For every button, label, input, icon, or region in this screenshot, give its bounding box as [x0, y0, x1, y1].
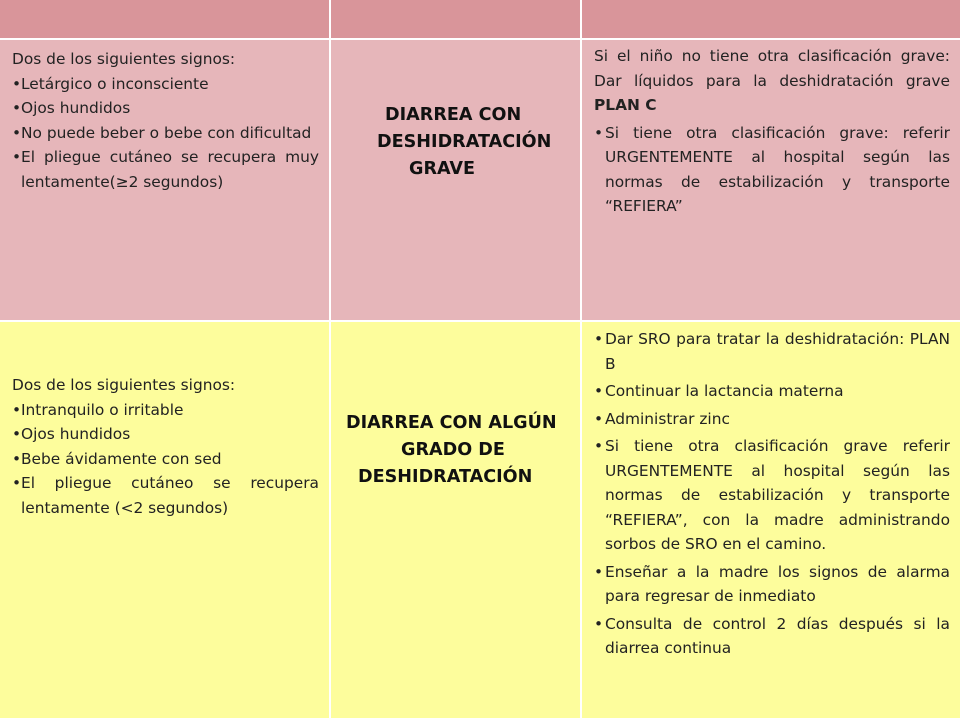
sign-item: • Ojos hundidos	[12, 96, 319, 121]
classification-line: GRAVE	[409, 159, 476, 179]
classification-line: DIARREA CON ALGÚN	[346, 413, 557, 433]
classification-cell-severe	[331, 40, 582, 322]
sign-item: • El pliegue cutáneo se recupera muy lentamente(≥2 segundos)	[12, 145, 319, 194]
classification-line: DIARREA CON	[385, 105, 522, 125]
header-cell-classification	[331, 0, 582, 40]
sign-item: • Letárgico o inconsciente	[12, 72, 319, 97]
sign-item: • Intranquilo o irritable	[12, 398, 319, 423]
header-cell-signs	[0, 0, 331, 40]
classification-cell-moderate	[331, 322, 582, 720]
treatment-item: • Si tiene otra clasificación grave: referir URGENTEMENTE al hospital según las normas de estabilización y transporte “REFIERA”	[594, 121, 950, 219]
treatment-list	[594, 121, 950, 219]
treatment-cell-severe	[582, 40, 960, 322]
signs-cell-severe	[0, 40, 331, 322]
classification-line: GRADO DE	[401, 440, 505, 460]
signs-list	[12, 72, 319, 195]
treatment-intro-text: Si el niño no tiene otra clasificación grave: Dar líquidos para la deshidratación grave	[594, 47, 950, 90]
treatment-item: • Enseñar a la madre los signos de alarma para regresar de inmediato	[594, 560, 950, 609]
sign-item: • El pliegue cutáneo se recupera lentamente (<2 segundos)	[12, 471, 319, 520]
treatment-item: • Si tiene otra clasificación grave referir URGENTEMENTE al hospital según las normas de estabilización y transporte “REFIERA”, con la madre administrando sorbos de SRO en el camino.	[594, 434, 950, 557]
treatment-list	[594, 327, 950, 661]
header-cell-treatment	[582, 0, 960, 40]
treatment-item: • Administrar zinc	[594, 407, 950, 432]
treatment-plan-label: PLAN C	[594, 96, 657, 114]
sign-item: • No puede beber o bebe con dificultad	[12, 121, 319, 146]
signs-list	[12, 398, 319, 521]
treatment-cell-moderate	[582, 322, 960, 720]
classification-line: DESHIDRATACIÓN	[377, 132, 552, 152]
classification-line: DESHIDRATACIÓN	[358, 467, 533, 487]
signs-intro: Dos de los siguientes signos:	[12, 50, 236, 68]
signs-cell-moderate	[0, 322, 331, 720]
treatment-item: • Consulta de control 2 días después si la diarrea continua	[594, 612, 950, 661]
treatment-item: • Dar SRO para tratar la deshidratación: PLAN B	[594, 327, 950, 376]
sign-item: • Ojos hundidos	[12, 422, 319, 447]
treatment-intro	[594, 44, 950, 118]
signs-intro: Dos de los siguientes signos:	[12, 376, 236, 394]
sign-item: • Bebe ávidamente con sed	[12, 447, 319, 472]
treatment-item: • Continuar la lactancia materna	[594, 379, 950, 404]
